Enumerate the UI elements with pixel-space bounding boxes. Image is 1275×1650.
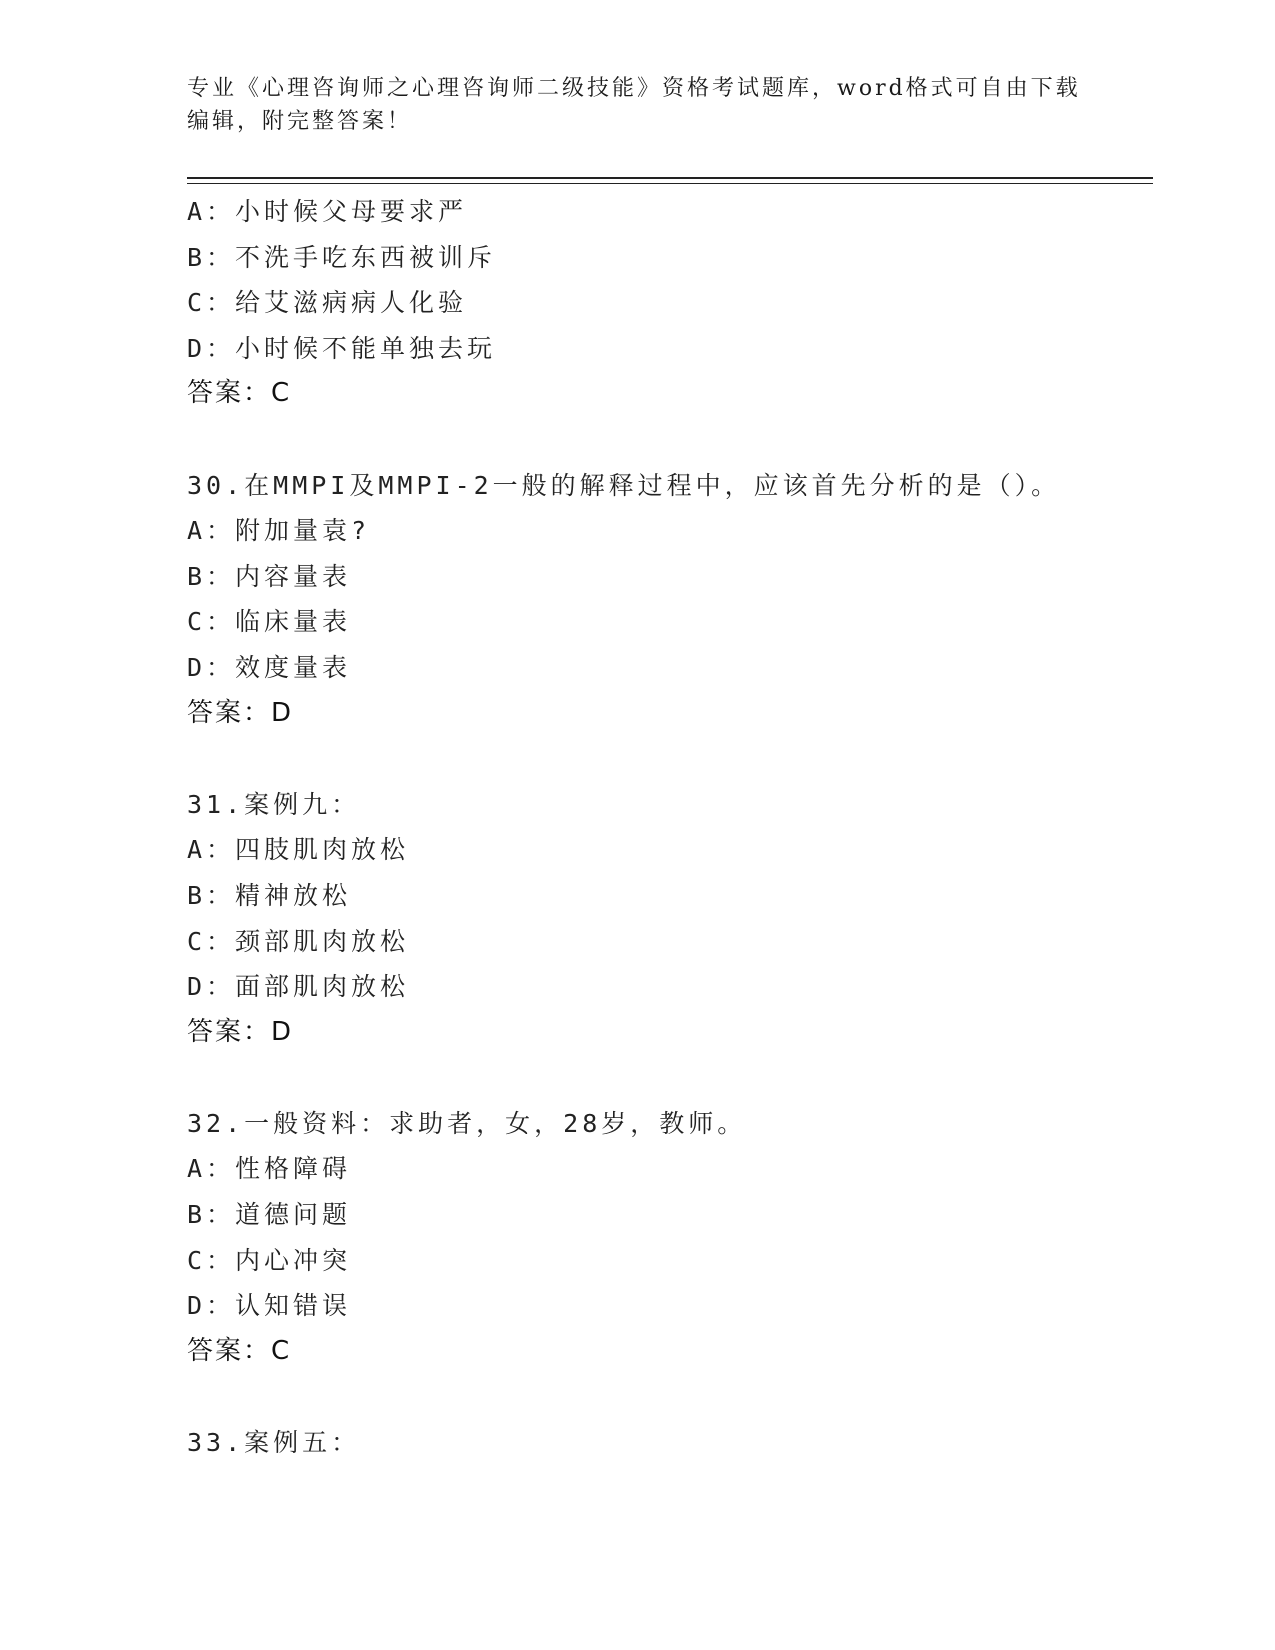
option-c: C：内心冲突: [187, 1245, 352, 1275]
option-a: A：性格障碍: [187, 1154, 352, 1184]
option-a: A：四肢肌肉放松: [187, 835, 410, 865]
option-c: C：给艾滋病病人化验: [187, 288, 468, 318]
header-line-1: 专业《心理咨询师之心理咨询师二级技能》资格考试题库，word格式可自由下载: [187, 76, 1081, 101]
spacer: [187, 1055, 1147, 1101]
answer-line: 答案：C: [187, 378, 292, 409]
question-stem: 31.案例九：: [187, 789, 361, 819]
spacer: [187, 417, 1147, 463]
option-c: C：临床量表: [187, 607, 352, 637]
question-block: [187, 1420, 1147, 1466]
question-block: [187, 463, 1147, 737]
option-a: A：小时候父母要求严: [187, 197, 468, 226]
answer-line: 答案：D: [187, 1016, 294, 1047]
spacer: [187, 1374, 1147, 1420]
option-b: B：道德问题: [187, 1200, 352, 1230]
question-block: [187, 189, 1147, 417]
header-line-2: 编辑，附完整答案！: [187, 109, 413, 134]
header-divider-thick: [187, 177, 1153, 179]
option-b: B：精神放松: [187, 880, 352, 910]
question-stem: 33.案例五：: [187, 1428, 361, 1458]
answer-line: 答案：C: [187, 1335, 292, 1366]
option-d: D：小时候不能单独去玩: [187, 333, 497, 363]
question-block: [187, 1101, 1147, 1375]
question-block: [187, 782, 1147, 1056]
question-stem: 30.在MMPI及MMPI-2一般的解释过程中，应该首先分析的是（）。: [187, 470, 1061, 500]
option-d: D：认知错误: [187, 1291, 352, 1321]
answer-line: 答案：D: [187, 697, 294, 728]
option-b: B：内容量表: [187, 561, 352, 591]
document-header: [187, 72, 1081, 138]
option-a: A：附加量袁?: [187, 516, 371, 546]
question-list: [187, 189, 1147, 1466]
option-b: B：不洗手吃东西被训斥: [187, 242, 497, 272]
question-stem: 32.一般资料：求助者，女，28岁，教师。: [187, 1108, 747, 1138]
option-c: C：颈部肌肉放松: [187, 926, 410, 956]
header-divider-thin: [187, 183, 1153, 184]
spacer: [187, 736, 1147, 782]
option-d: D：效度量表: [187, 652, 352, 682]
option-d: D：面部肌肉放松: [187, 972, 410, 1002]
